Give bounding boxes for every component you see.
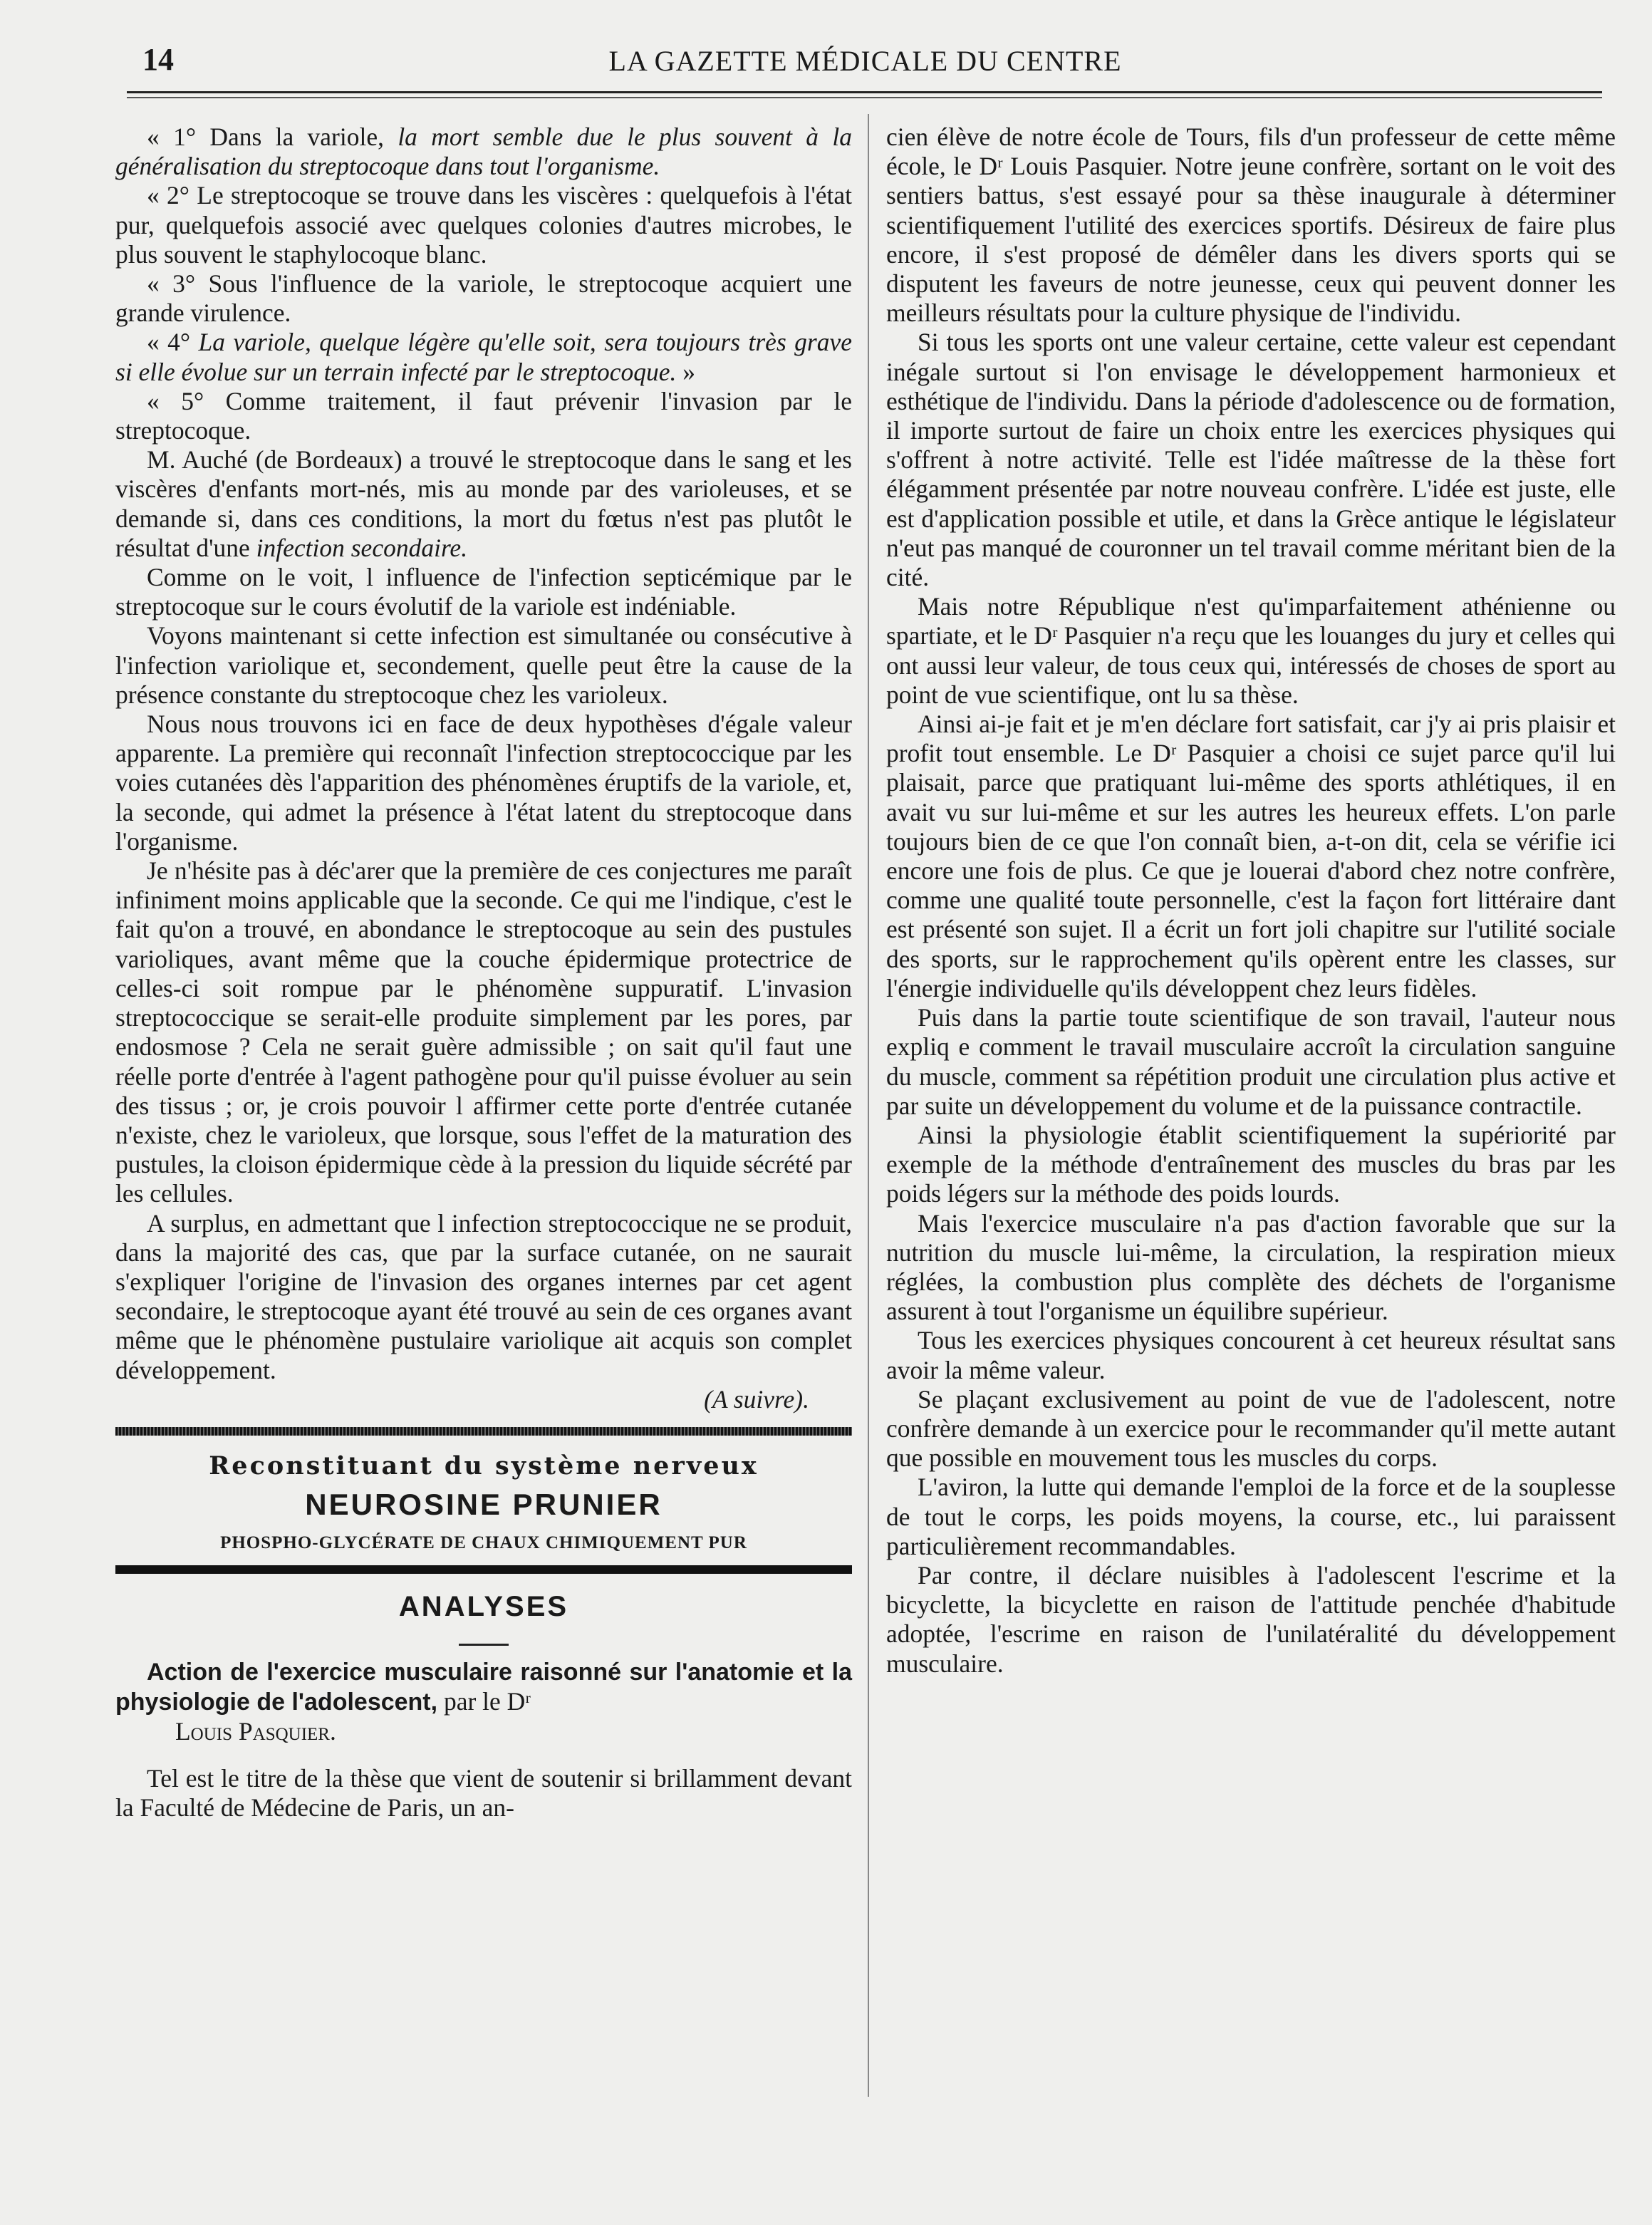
body-paragraph: [886, 710, 1616, 1003]
body-paragraph: [886, 1121, 1616, 1209]
paragraph-text: Se plaçant exclusivement au point de vue de l'adolescent, notre confrère demande à un exercice pour le recommander qu'il mette autant que possible en mouvement tous les muscles du corps.: [886, 1384, 1616, 1473]
paragraph-text: infection secondaire.: [256, 533, 468, 562]
paragraph-text: cien élève de notre école de Tours, fils d'un professeur de cette même école, le Dʳ Louis Pasquier. Notre jeune confrère, sortant on le voit des sentiers battus, s'est essayé pour sa thèse inaugurale à déterminer scientifiquement l'utilité des exercices sportifs. Désireux de faire plus encore, il s'est proposé de démêler dans les divers sports qui se disputent les faveurs de notre jeunesse, ceux qui peuvent donner les meilleurs résultats pour la culture physique de l'individu.: [886, 123, 1616, 328]
paragraph-text: Comme on le voit, l influence de l'infection septicémique par le streptocoque sur le cours évolutif de la variole est indéniable.: [115, 563, 852, 621]
body-paragraph: [115, 621, 852, 710]
body-paragraph: [886, 1385, 1616, 1473]
ad-product-name: NEUROSINE PRUNIER: [305, 1487, 663, 1521]
body-paragraph: [886, 1473, 1616, 1561]
article-intro: Tel est le titre de la thèse que vient de soutenir si brillamment devant la Faculté de Médecine de Paris, un an-: [115, 1763, 852, 1822]
paragraph-text: A surplus, en admettant que l infection streptococcique ne se produit, dans la majorité des cas, que par la surface cutanée, on ne saurait s'expliquer l'origine de l'invasion des organes internes par cet agent secondaire, le streptocoque ayant été trouvé au sein de ces organes avant même que le phénomène pustulaire variolique ait acquis son complet développement.: [115, 1208, 852, 1384]
paragraph-text: Ainsi la physiologie établit scientifiquement la supériorité par exemple de la méthode d'entraînement des muscles du bras par les poids légers sur la méthode des poids lourds.: [886, 1120, 1616, 1208]
ad-top-rule: [115, 1427, 852, 1436]
paragraph-text: Voyons maintenant si cette infection est simultanée ou consécutive à l'infection variolique et, secondement, quelle peut être la cause de la présence constante du streptocoque chez les varioleux.: [115, 621, 852, 709]
body-paragraph: [115, 445, 852, 563]
body-paragraph: [115, 387, 852, 445]
left-column-paragraphs: [115, 123, 852, 1385]
article-heading: [115, 1657, 852, 1747]
body-paragraph: [886, 328, 1616, 592]
body-paragraph: [115, 710, 852, 856]
body-paragraph: [886, 592, 1616, 710]
paragraph-text: Par contre, il déclare nuisibles à l'adolescent l'escrime et la bicyclette, la bicyclette en raison de l'attitude penchée d'habitude adoptée, l'escrime en raison de l'unilatéralité du développement musculaire.: [886, 1560, 1616, 1678]
paragraph-text: « 1° Dans la variole,: [147, 123, 398, 151]
paragraph-text: Ainsi ai-je fait et je m'en déclare fort satisfait, car j'y ai pris plaisir et profit tout ensemble. Le Dʳ Pasquier a choisi ce sujet parce qu'il lui plaisait, parce que pratiquant lui-même des sports athlétiques, il en avait vu sur lui-même et sur les autres les heureux effets. L'on parle toujours bien de ce que l'on connaît bien, a-t-on dit, cela se vérifie ici encore une fois de plus. Ce que je louerai d'abord chez notre confrère, comme une qualité toute personnelle, c'est la façon fort littéraire dant est présenté son sujet. Il a écrit un fort joli chapitre sur l'utilité sociale des sports, sur le rapprochement qu'ils opèrent entre les classes, sur l'énergie individuelle qu'ils développent chez leurs fidèles.: [886, 710, 1616, 1002]
body-paragraph: [886, 1326, 1616, 1384]
article-byline: par le Dʳ: [437, 1687, 531, 1716]
paragraph-text: »: [676, 357, 696, 386]
page-header: [128, 41, 1602, 84]
paragraph-text: « 2° Le streptocoque se trouve dans les viscères : quelquefois à l'état pur, quelquefois associé avec quelques colonies d'autres microbes, le plus souvent le staphylocoque blanc.: [115, 181, 852, 269]
paragraph-text: « 3° Sous l'influence de la variole, le streptocoque acquiert une grande virulence.: [115, 269, 852, 328]
ad-description: PHOSPHO-GLYCÉRATE DE CHAUX CHIMIQUEMENT PUR: [220, 1532, 747, 1552]
paragraph-text: Tous les exercices physiques concourent à cet heureux résultat sans avoir la même valeur.: [886, 1326, 1616, 1384]
left-column: [115, 123, 852, 1822]
publication-title: LA GAZETTE MÉDICALE DU CENTRE: [608, 45, 1122, 77]
body-paragraph: [886, 123, 1616, 328]
paragraph-text: « 4°: [147, 328, 199, 357]
paragraph-text: M. Auché (de Bordeaux) a trouvé le streptocoque dans le sang et les viscères d'enfants mort-nés, mis au monde par des varioleuses, et se demande si, dans ces conditions, la mort du fœtus n'est pas plutôt le résultat d'une: [115, 445, 852, 562]
paragraph-text: la mort semble due le plus souvent à la généralisation du streptocoque dans tout l'organisme.: [115, 123, 852, 181]
right-column: [886, 123, 1616, 1679]
section-rule: [459, 1644, 509, 1646]
article-title: Action de l'exercice musculaire raisonné sur l'anatomie et la physiologie de l'adolescent,: [115, 1658, 852, 1716]
header-rule: [127, 91, 1602, 93]
body-paragraph: [115, 269, 852, 328]
continuation-note: (A suivre).: [704, 1384, 809, 1414]
article-author: Louis Pasquier.: [175, 1717, 336, 1746]
column-divider: [868, 114, 869, 2097]
paragraph-text: Mais l'exercice musculaire n'a pas d'action favorable que sur la nutrition du muscle lui-même, la circulation, la respiration mieux réglées, la combustion plus complète des déchets de l'organisme assurent à tout l'organisme un équilibre supérieur.: [886, 1208, 1616, 1326]
advertisement: [115, 1427, 852, 1574]
ad-bottom-rule: [115, 1565, 852, 1574]
body-paragraph: [115, 563, 852, 621]
paragraph-text: Mais notre République n'est qu'imparfaitement athénienne ou spartiate, et le Dʳ Pasquier n'a reçu que les louanges du jury et celles qui ont aussi leur valeur, de tous ceux qui, intéressés de choses de sport au point de vue scientifique, ont lu sa thèse.: [886, 592, 1616, 709]
paragraph-text: Si tous les sports ont une valeur certaine, cette valeur est cependant inégale surtout si l'on envisage le développement harmonieux et esthétique de l'individu. Dans la période d'adolescence ou de formation, il importe surtout de faire un choix entre les exercices physiques qui s'offrent à notre activité. Telle est l'idée maîtresse de la thèse fort élégamment présentée par notre nouveau confrère. L'idée est juste, elle est d'application possible et utile, et dans la Grèce antique le législateur n'eut pas manqué de couronner un tel travail comme méritant bien de la cité.: [886, 328, 1616, 592]
paragraph-text: Je n'hésite pas à déc'arer que la première de ces conjectures me paraît infiniment moins applicable que la seconde. Ce qui me l'indique, c'est le fait qu'on a trouvé, en abondance le streptocoque au sein des pustules varioliques, avant même que la couche épidermique protectrice de celles-ci soit rompue par le phénomène suppuratif. L'invasion streptococcique se serait-elle produite simplement par les pores, par endosmose ? Cela ne serait guère admissible ; on sait qu'il faut une réelle porte d'entrée à l'agent pathogène pour qu'il puisse évoluer au sein des tissus ; or, je crois pouvoir l affirmer cette porte d'entrée cutanée n'existe, chez le varioleux, que lorsque, sous l'effet de la maturation des pustules, la cloison épidermique cède à la pression du liquide sécrété par les cellules.: [115, 856, 852, 1208]
paragraph-text: Puis dans la partie toute scientifique de son travail, l'auteur nous expliq e comment le travail musculaire accroît la circulation sanguine du muscle, comment sa répétition produit une circulation plus active et par suite un développement du volume et de la puissance contractile.: [886, 1003, 1616, 1120]
header-rule-secondary: [127, 97, 1602, 98]
paragraph-text: Nous nous trouvons ici en face de deux hypothèses d'égale valeur apparente. La première qui reconnaît l'infection streptococcique par les voies cutanées dès l'apparition des phénomènes éruptifs de la variole, et, la seconde, qui admet la présence à l'état latent du streptocoque dans l'organisme.: [115, 710, 852, 856]
body-paragraph: [886, 1561, 1616, 1679]
paragraph-text: « 5° Comme traitement, il faut prévenir l'invasion par le streptocoque.: [115, 386, 852, 445]
body-paragraph: [115, 181, 852, 269]
paragraph-text: L'aviron, la lutte qui demande l'emploi de la force et de la souplesse de tout le corps, les poids moyens, la course, etc., lui paraissent particulièrement recommandables.: [886, 1473, 1616, 1560]
body-paragraph: [115, 856, 852, 1208]
page-number: 14: [142, 42, 174, 77]
body-paragraph: [115, 328, 852, 386]
body-paragraph: [115, 1209, 852, 1385]
section-title: ANALYSES: [398, 1590, 569, 1622]
body-paragraph: [886, 1209, 1616, 1327]
body-paragraph: [886, 1003, 1616, 1121]
body-paragraph: [115, 123, 852, 181]
paragraph-text: La variole, quelque légère qu'elle soit, sera toujours très grave si elle évolue sur un terrain infecté par le streptocoque.: [115, 328, 853, 386]
right-column-paragraphs: [886, 123, 1616, 1679]
ad-tagline: Reconstituant du système nerveux: [209, 1451, 759, 1480]
